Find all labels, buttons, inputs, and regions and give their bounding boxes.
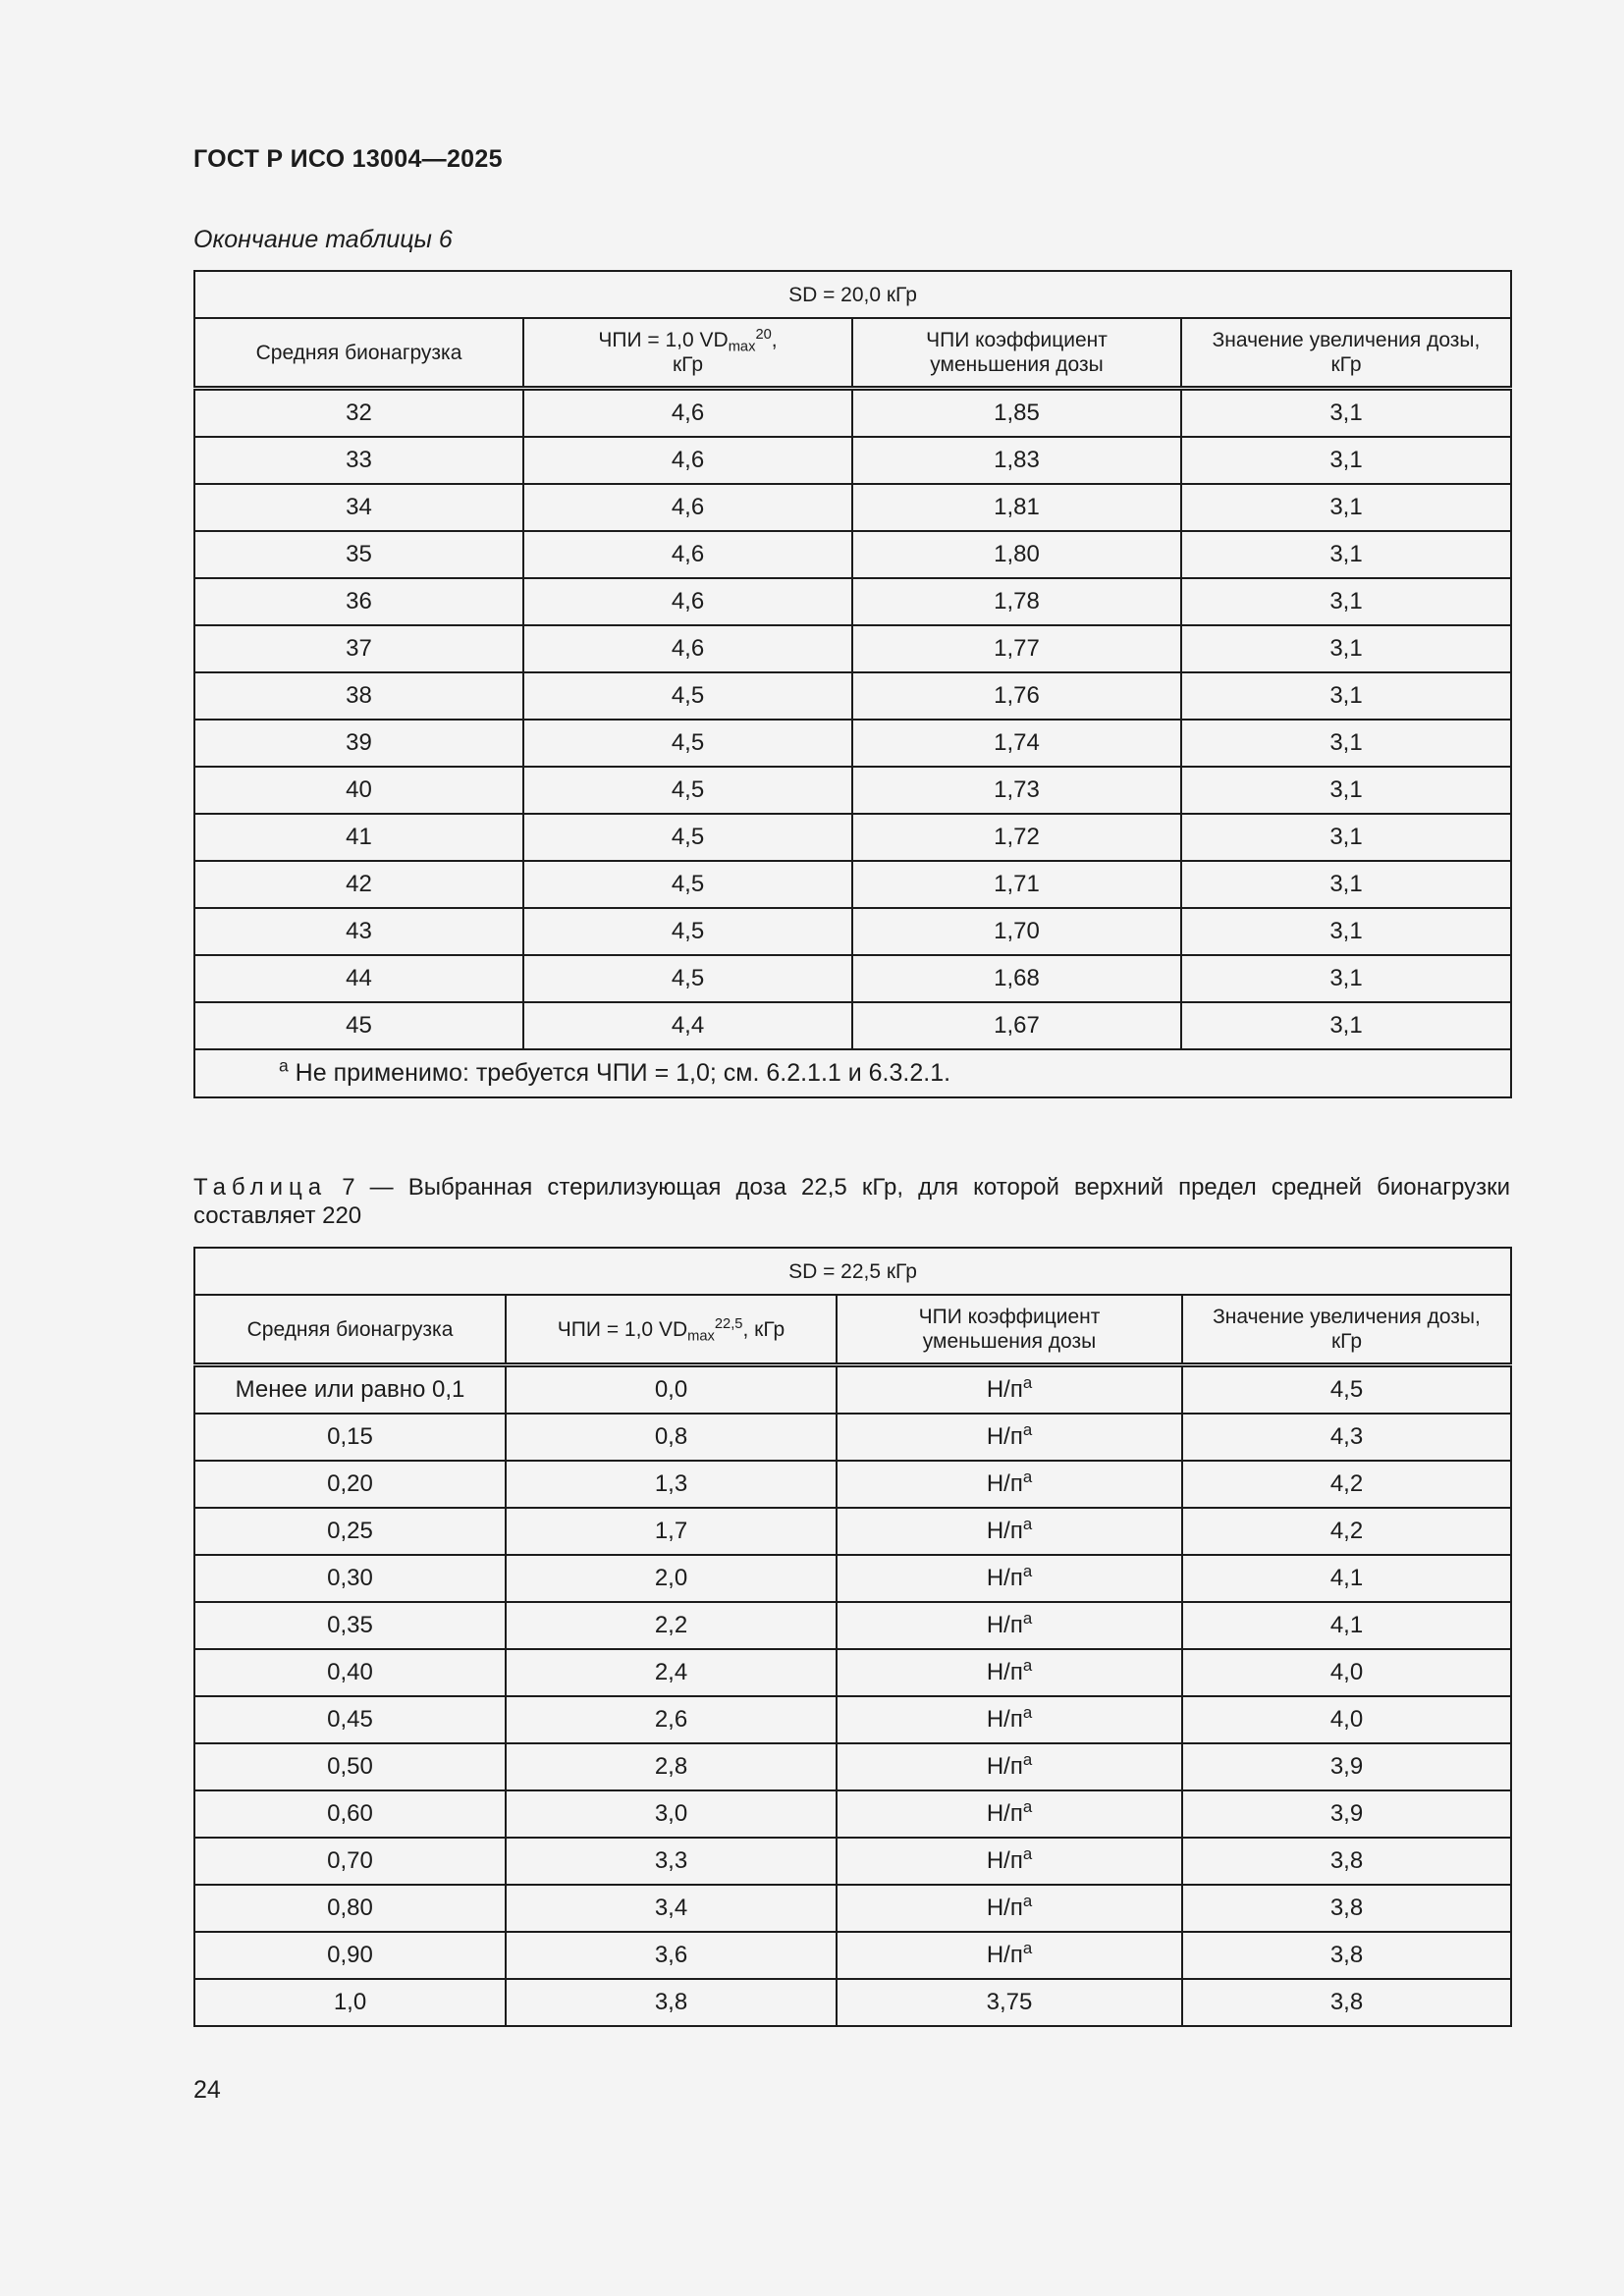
table-row	[194, 1885, 1511, 1932]
footnote-mark: a	[1022, 1796, 1033, 1816]
table6-col-reduction: ЧПИ коэффициент уменьшения дозы	[852, 318, 1181, 389]
footnote-mark: a	[1022, 1372, 1033, 1392]
table-cell: 35	[194, 531, 523, 578]
table-cell: 4,5	[523, 767, 852, 814]
table-cell: 4,3	[1182, 1414, 1511, 1461]
table-cell: 37	[194, 625, 523, 672]
table-cell: 3,1	[1181, 578, 1511, 625]
table-row	[194, 1979, 1511, 2026]
table-row	[194, 1649, 1511, 1696]
table-cell: 4,6	[523, 437, 852, 484]
table-cell: 45	[194, 1002, 523, 1049]
table-cell: 3,1	[1181, 955, 1511, 1002]
table-row	[194, 1743, 1511, 1790]
table-cell: 4,5	[523, 861, 852, 908]
table-cell: 0,0	[506, 1365, 837, 1415]
table-cell: 0,25	[194, 1508, 506, 1555]
table-row	[194, 908, 1511, 955]
table-cell: $Н/п^a$	[837, 1932, 1182, 1979]
table-row	[194, 720, 1511, 767]
table-cell: 44	[194, 955, 523, 1002]
table-cell: 3,8	[1182, 1979, 1511, 2026]
table-cell: 3,1	[1181, 625, 1511, 672]
table-cell: 3,1	[1181, 484, 1511, 531]
table6-footnote: $^a$ Не применимо: требуется ЧПИ = 1,0; см. 6.2.1.1 и 6.3.2.1.	[194, 1049, 1511, 1097]
table-cell: 39	[194, 720, 523, 767]
table-cell: 0,20	[194, 1461, 506, 1508]
table-cell: 3,8	[506, 1979, 837, 2026]
table-row	[194, 1932, 1511, 1979]
table6-col-increase: Значение увеличения дозы, кГр	[1181, 318, 1511, 389]
table-cell: $Н/п^a$	[837, 1602, 1182, 1649]
table-cell: 1,83	[852, 437, 1181, 484]
table-cell: 0,8	[506, 1414, 837, 1461]
table-cell: 3,8	[1182, 1838, 1511, 1885]
table6-sd-header: SD = 20,0 кГр	[194, 271, 1511, 318]
table-cell: 4,1	[1182, 1602, 1511, 1649]
table-cell: 3,8	[1182, 1932, 1511, 1979]
table-cell: 38	[194, 672, 523, 720]
table-cell: 42	[194, 861, 523, 908]
table-cell: 2,4	[506, 1649, 837, 1696]
table-cell: $Н/п^a$	[837, 1508, 1182, 1555]
table-cell: 0,50	[194, 1743, 506, 1790]
table-cell: 3,9	[1182, 1790, 1511, 1838]
table-cell: 41	[194, 814, 523, 861]
table-cell: $Н/п^a$	[837, 1790, 1182, 1838]
table-row	[194, 1461, 1511, 1508]
table-cell: $Н/п^a$	[837, 1414, 1182, 1461]
footnote-mark: a	[1022, 1843, 1033, 1863]
table-cell: 3,1	[1181, 720, 1511, 767]
table-cell: 4,4	[523, 1002, 852, 1049]
table-cell: 2,2	[506, 1602, 837, 1649]
table7-col-increase: Значение увеличения дозы, кГр	[1182, 1295, 1511, 1365]
table-cell: 0,45	[194, 1696, 506, 1743]
table-cell: $Н/п^a$	[837, 1649, 1182, 1696]
table-row	[194, 484, 1511, 531]
table-cell: 3,0	[506, 1790, 837, 1838]
page-number: 24	[193, 2076, 221, 2104]
table-cell: 1,70	[852, 908, 1181, 955]
table-row	[194, 767, 1511, 814]
table-cell: 1,68	[852, 955, 1181, 1002]
table7-col-vd: ЧПИ = 1,0 $VD_{max}^{22,5}$, кГр	[506, 1295, 837, 1365]
table-cell: 0,80	[194, 1885, 506, 1932]
table-row	[194, 437, 1511, 484]
table-cell: Менее или равно 0,1	[194, 1365, 506, 1415]
table-cell: 33	[194, 437, 523, 484]
table-cell: 3,4	[506, 1885, 837, 1932]
table-cell: 4,6	[523, 389, 852, 438]
table-cell: 1,71	[852, 861, 1181, 908]
table-cell: $Н/п^a$	[837, 1555, 1182, 1602]
footnote-mark: a	[1022, 1655, 1033, 1675]
table-cell: 1,7	[506, 1508, 837, 1555]
table-cell: 3,8	[1182, 1885, 1511, 1932]
table-cell: 2,8	[506, 1743, 837, 1790]
table-cell: 0,15	[194, 1414, 506, 1461]
table7-col-bioburden: Средняя бионагрузка	[194, 1295, 506, 1365]
table-cell: 0,90	[194, 1932, 506, 1979]
table-row	[194, 625, 1511, 672]
table6-col-vd: ЧПИ = 1,0 $VD_{max}^{20}$, кГр	[523, 318, 852, 389]
table-row	[194, 1696, 1511, 1743]
table-row	[194, 578, 1511, 625]
table-cell: 36	[194, 578, 523, 625]
footnote-mark: a	[1022, 1561, 1033, 1580]
table-cell: 1,67	[852, 1002, 1181, 1049]
table-cell: 1,0	[194, 1979, 506, 2026]
footnote-mark: a	[1022, 1608, 1033, 1628]
table-cell: 4,5	[523, 720, 852, 767]
table-cell: 1,74	[852, 720, 1181, 767]
table-cell: 0,35	[194, 1602, 506, 1649]
table-cell: 4,0	[1182, 1696, 1511, 1743]
table-6	[193, 270, 1512, 1098]
table-row	[194, 1555, 1511, 1602]
table-row	[194, 955, 1511, 1002]
table-cell: 3,75	[837, 1979, 1182, 2026]
footnote-mark: a	[1022, 1419, 1033, 1439]
table-row	[194, 1414, 1511, 1461]
table7-caption: Таблица 7 — Выбранная стерилизующая доза 22,5 кГр, для которой верхний предел средней бионагрузки составляет 220	[193, 1174, 1510, 1229]
table-cell: 1,3	[506, 1461, 837, 1508]
table-cell: $Н/п^a$	[837, 1743, 1182, 1790]
table-cell: 2,0	[506, 1555, 837, 1602]
footnote-mark: a	[1022, 1938, 1033, 1957]
table-cell: 4,6	[523, 484, 852, 531]
table-row	[194, 814, 1511, 861]
table-cell: 4,5	[523, 955, 852, 1002]
table-cell: 4,0	[1182, 1649, 1511, 1696]
table-cell: 3,3	[506, 1838, 837, 1885]
table-cell: 3,1	[1181, 437, 1511, 484]
table-row	[194, 531, 1511, 578]
table-row	[194, 1002, 1511, 1049]
table-cell: 40	[194, 767, 523, 814]
table-cell: 1,77	[852, 625, 1181, 672]
table-row	[194, 1838, 1511, 1885]
table-cell: 3,1	[1181, 389, 1511, 438]
footnote-mark: a	[1022, 1467, 1033, 1486]
table-cell: 3,1	[1181, 1002, 1511, 1049]
table-cell: 4,6	[523, 531, 852, 578]
table-cell: 4,2	[1182, 1508, 1511, 1555]
footnote-mark: a	[1022, 1514, 1033, 1533]
table-cell: 32	[194, 389, 523, 438]
table-cell: 4,5	[523, 672, 852, 720]
footnote-mark: a	[1022, 1891, 1033, 1910]
table6-caption: Окончание таблицы 6	[193, 226, 453, 253]
table-cell: 34	[194, 484, 523, 531]
table-cell: 1,76	[852, 672, 1181, 720]
table-cell: 4,5	[523, 908, 852, 955]
table-cell: 4,2	[1182, 1461, 1511, 1508]
table-cell: $Н/п^a$	[837, 1885, 1182, 1932]
table-cell: 0,60	[194, 1790, 506, 1838]
table-row	[194, 1602, 1511, 1649]
table-cell: 1,81	[852, 484, 1181, 531]
table-cell: 0,70	[194, 1838, 506, 1885]
footnote-mark: a	[1022, 1749, 1033, 1769]
footnote-mark: a	[1022, 1702, 1033, 1722]
table-cell: $Н/п^a$	[837, 1461, 1182, 1508]
table7-col-reduction: ЧПИ коэффициент уменьшения дозы	[837, 1295, 1182, 1365]
table6-col-bioburden: Средняя бионагрузка	[194, 318, 523, 389]
table-cell: 0,30	[194, 1555, 506, 1602]
table-row	[194, 1365, 1511, 1415]
table-cell: 3,1	[1181, 908, 1511, 955]
table-cell: 1,72	[852, 814, 1181, 861]
table-cell: 3,1	[1181, 672, 1511, 720]
table-cell: 1,80	[852, 531, 1181, 578]
table-row	[194, 1790, 1511, 1838]
table-cell: 1,78	[852, 578, 1181, 625]
table-row	[194, 1508, 1511, 1555]
table-cell: 3,1	[1181, 861, 1511, 908]
table-cell: 43	[194, 908, 523, 955]
table-7	[193, 1247, 1512, 2027]
table-row	[194, 861, 1511, 908]
table-cell: 1,85	[852, 389, 1181, 438]
table-row	[194, 672, 1511, 720]
table-cell: 0,40	[194, 1649, 506, 1696]
table-cell: $Н/п^a$	[837, 1365, 1182, 1415]
table-cell: 3,1	[1181, 767, 1511, 814]
table-cell: 4,1	[1182, 1555, 1511, 1602]
table-cell: $Н/п^a$	[837, 1696, 1182, 1743]
table-row	[194, 389, 1511, 438]
table-cell: 1,73	[852, 767, 1181, 814]
table-cell: 4,6	[523, 625, 852, 672]
table-cell: 3,1	[1181, 531, 1511, 578]
table-cell: 2,6	[506, 1696, 837, 1743]
table-cell: 3,1	[1181, 814, 1511, 861]
table-cell: 4,5	[1182, 1365, 1511, 1415]
table7-sd-header: SD = 22,5 кГр	[194, 1248, 1511, 1295]
table-cell: 4,5	[523, 814, 852, 861]
table-cell: 4,6	[523, 578, 852, 625]
table-cell: 3,9	[1182, 1743, 1511, 1790]
table-cell: 3,6	[506, 1932, 837, 1979]
document-title: ГОСТ Р ИСО 13004—2025	[193, 145, 503, 173]
table-cell: $Н/п^a$	[837, 1838, 1182, 1885]
